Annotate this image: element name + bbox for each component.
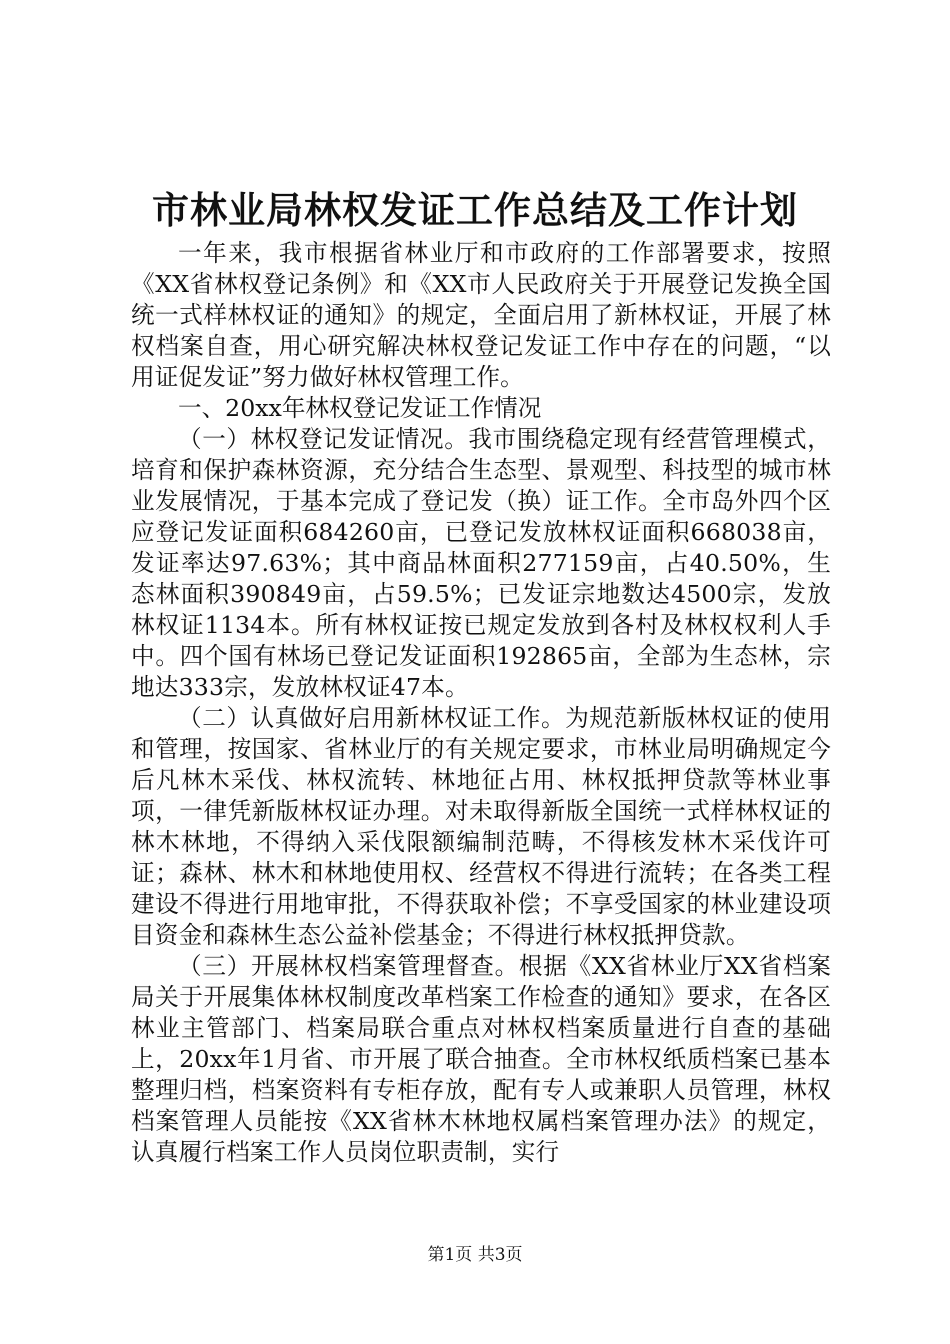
page-footer: 第1页 共3页 [427,1245,523,1265]
paragraph-section-1-3: （三）开展林权档案管理督查。根据《XX省林业厅XX省档案局关于开展集体林权制度改革档案工作检查的通知》要求，在各区林业主管部门、档案局联合重点对林权档案质量进行自查的基础上，20xx年1月省、市开展了联合抽查。全市林权纸质档案已基本整理归档，档案资料有专柜存放，配有专人或兼职人员管理，林权档案管理人员能按《XX省林木林地权属档案管理办法》的规定，认真履行档案工作人员岗位职责制，实行 [131,952,831,1166]
paragraph-section-1-1: （一）林权登记发证情况。我市围绕稳定现有经营管理模式，培育和保护森林资源，充分结合生态型、景观型、科技型的城市林业发展情况，于基本完成了登记发（换）证工作。全市岛外四个区应登记发证面积684260亩，已登记发放林权证面积668038亩，发证率达97.63%；其中商品林面积277159亩，占40.50%，生态林面积390849亩，占59.5%；已发证宗地数达4500宗，发放林权证1134本。所有林权证按已规定发放到各村及林权权利人手中。四个国有林场已登记发证面积192865亩，全部为生态林，宗地达333宗，发放林权证47本。 [131,425,831,701]
paragraph-section-1-2: （二）认真做好启用新林权证工作。为规范新版林权证的使用和管理，按国家、省林业厅的有关规定要求，市林业局明确规定今后凡林木采伐、林权流转、林地征占用、林权抵押贷款等林业事项，一律凭新版林权证办理。对未取得新版全国统一式样林权证的林木林地，不得纳入采伐限额编制范畴，不得核发林木采伐许可证；森林、林木和林地使用权、经营权不得进行流转；在各类工程建设不得进行用地审批，不得获取补偿；不享受国家的林业建设项目资金和森林生态公益补偿基金；不得进行林权抵押贷款。 [131,704,831,949]
document-body [131,238,831,1168]
document-title: 市林业局林权发证工作总结及工作计划 [152,188,798,232]
paragraph-intro: 一年来，我市根据省林业厅和市政府的工作部署要求，按照《XX省林权登记条例》和《XX市人民政府关于开展登记发换全国统一式样林权证的通知》的规定，全面启用了新林权证，开展了林权档案自查，用心研究解决林权登记发证工作中存在的问题，“以用证促发证”努力做好林权管理工作。 [131,239,831,391]
section-heading-1: 一、20xx年林权登记发证工作情况 [178,394,542,422]
